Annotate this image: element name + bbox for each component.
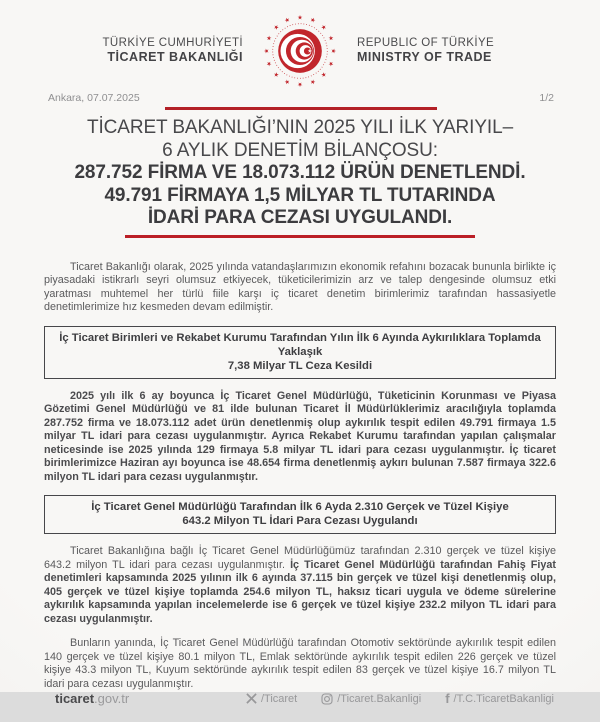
website-rest-part: .gov.tr (94, 691, 130, 706)
facebook-icon: f (445, 691, 450, 706)
paragraph-half-year-results: 2025 yılı ilk 6 ay boyunca İç Ticaret Genel Müdürlüğü, Tüketicinin Korunması ve Piyasa Gözetimi Genel Müdürlüğü ve 81 ilde bulunan Ticaret İl Müdürlüklerimiz aracılığıyla toplamda 287.752 firma ve 18.073.112 adet ürün denetlenmiş olup aykırılık tespit edilen 49.791 firmaya 1.5 milyar TL idari para cezası uygulanmıştır. Ayrıca Rekabet Kurumu tarafından yapılan çalışmalar neticesinde ise 2025 yılında 129 firmaya 5.8 milyar TL idari para cezası uygulanmıştır. İç ticaret birimlerimizce Haziran ayı boyunca ise 48.654 firma denetlenmiş aykırı bulunan 7.587 firmaya 322.6 milyon TL idari para cezası uygulanmıştır. (44, 389, 556, 483)
title-line-2: 6 AYLIK DENETİM BİLANÇOSU: (162, 139, 438, 161)
twitter-handle: /Ticaret (260, 692, 298, 705)
body-content (0, 238, 600, 692)
x-icon (246, 693, 257, 704)
ministry-of-trade-logo-icon (261, 12, 339, 90)
website-link[interactable] (55, 691, 129, 706)
paragraph-general-directorate (44, 545, 556, 626)
title-line-3: 287.752 FİRMA VE 18.073.112 ÜRÜN DENETLENDİ. (74, 162, 526, 183)
header (0, 0, 600, 90)
instagram-icon (321, 693, 333, 705)
title-line-4: 49.791 FİRMAYA 1,5 MİLYAR TL TUTARINDA (104, 184, 496, 206)
page-indicator: 1/2 (539, 92, 554, 104)
title-line-1: TİCARET BAKANLIĞI’NIN 2025 YILI İLK YARIYIL– (86, 117, 514, 138)
headline-box-2-line2: 643.2 Milyon TL İdari Para Cezası Uygulandı (182, 515, 418, 527)
twitter-link[interactable] (246, 693, 297, 705)
title-line-5: İDARİ PARA CEZASI UYGULANDI. (147, 207, 453, 228)
instagram-handle: /Ticaret.Bakanligi (337, 692, 422, 705)
header-right-line2: MINISTRY OF TRADE (357, 50, 492, 65)
header-left-block (0, 36, 243, 66)
header-right-line1: REPUBLIC OF TÜRKİYE (357, 37, 495, 49)
website-bold-part: ticaret (55, 691, 95, 706)
header-left-line1: TÜRKİYE CUMHURİYETİ (102, 37, 243, 49)
paragraph-general-directorate-bold: İç Ticaret Genel Müdürlüğü tarafından Fahiş Fiyat denetimleri kapsamında 2025 yılının ilk 6 ayında 37.115 bin gerçek ve tüzel kişi denetlenmiş olup, 405 gerçek ve tüzel kişiye toplamda 254.6 milyon TL, haksız ticari uygula ve ödeme sürelerine aykırılık kapsamında yapılan incelemelerde ise 6 gerçek ve tüzel kişiye 232.2 milyon TL idari para cezası uygulanmıştır. (44, 558, 556, 625)
dateline: Ankara, 07.07.2025 (48, 92, 140, 104)
paragraph-general-directorate-regular: Ticaret Bakanlığına bağlı İç Ticaret Genel Müdürlüğümüz tarafından 2.310 gerçek ve tüzel kişiye 643.2 milyon TL idari para cezası uygulanmıştır. (44, 545, 556, 571)
facebook-link[interactable] (445, 692, 554, 705)
header-divider-red-segment (165, 107, 437, 110)
social-links (246, 692, 554, 705)
headline-box-1 (44, 326, 556, 379)
headline-box-1-line2: 7,38 Milyar TL Ceza Kesildi (227, 359, 373, 372)
headline-box-1-line1: İç Ticaret Birimleri ve Rekabet Kurumu Tarafından Yılın İlk 6 Ayında Aykırılıklara Toplamda Yaklaşık (59, 331, 541, 358)
facebook-handle: /T.C.TicaretBakanligi (453, 692, 554, 705)
header-right-block (357, 36, 600, 66)
footer (0, 691, 600, 722)
headline-box-2-line1: İç Ticaret Genel Müdürlüğü Tarafından İlk 6 Ayda 2.310 Gerçek ve Tüzel Kişiye (91, 501, 509, 513)
headline-box-2 (44, 495, 556, 534)
paragraph-sectors: Bunların yanında, İç Ticaret Genel Müdürlüğü tarafından Otomotiv sektöründe aykırılık tespit edilen 140 gerçek ve tüzel kişiye 80.1 milyon TL, Emlak sektöründe aykırılık tespit edilen 226 gerçek ve tüzel kişiye 43.3 milyon TL, Kuyum sektöründe aykırılık tespit edilen 83 gerçek ve tüzel kişiye 16.7 milyon TL idari para cezası uygulanmıştır. (44, 637, 556, 690)
paragraph-intro: Ticaret Bakanlığı olarak, 2025 yılında vatandaşlarımızın ekonomik refahını bozacak bununla birlikte iç piyasadaki istikrarlı seyri olumsuz etkiyecek, tüketicilerimizin arz ve talep dengesinde olumsuz etki yaratması muhtemel her türlü fiile karşı iç ticaret denetim birimlerimiz tarafından hassasiyetle denetimlerimize hız kesmeden devam edilmiştir. (44, 260, 556, 313)
header-left-line2: TİCARET BAKANLIĞI (107, 50, 243, 65)
meta-row (0, 90, 600, 104)
instagram-link[interactable] (321, 693, 421, 705)
page-title (0, 117, 600, 238)
